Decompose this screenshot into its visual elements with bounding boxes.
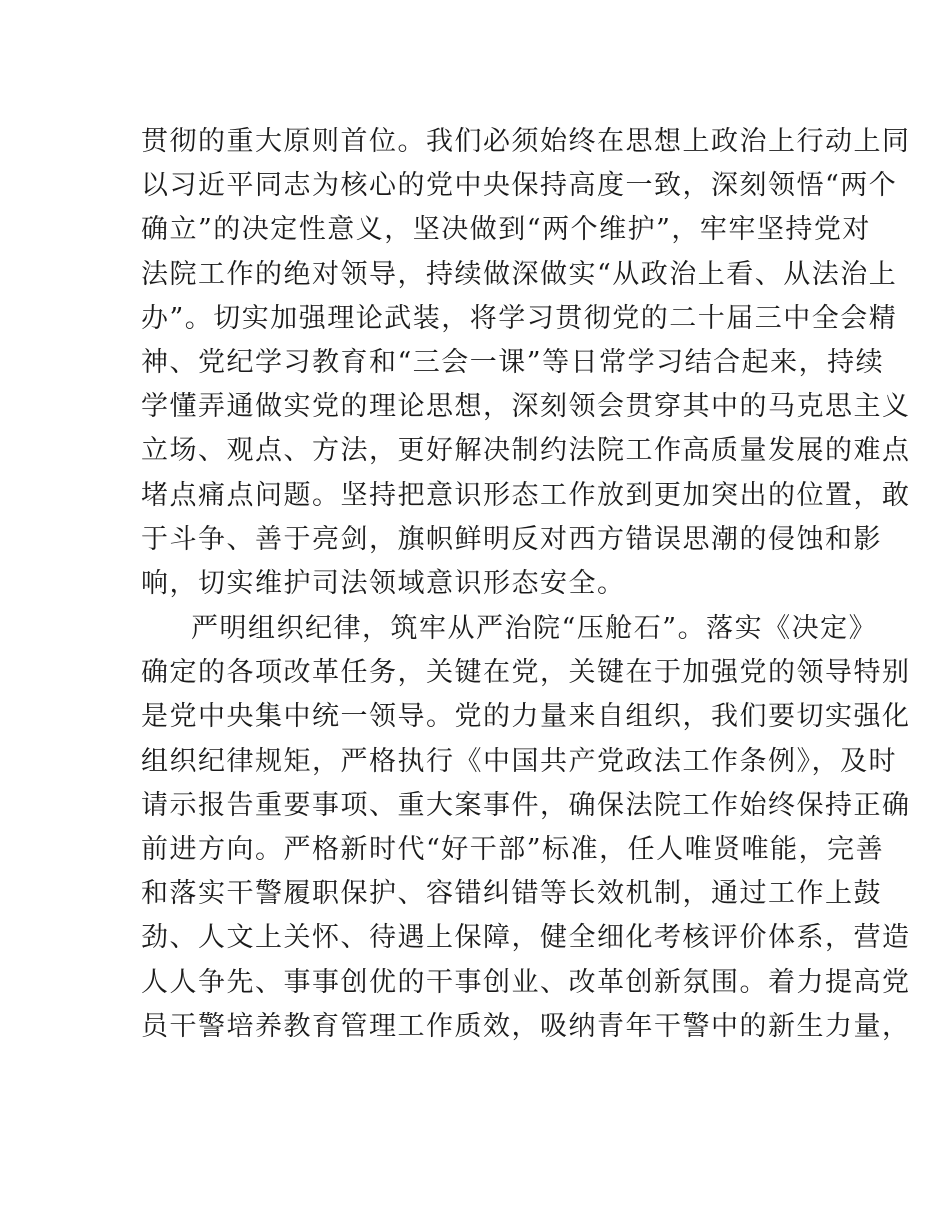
text-line: 请示报告重要事项、重大案事件，确保法院工作始终保持正确 [141,789,911,821]
text-line: 堵点痛点问题。坚持把意识形态工作放到更加突出的位置，敢 [141,479,911,511]
text-line: 贯彻的重大原则首位。我们必须始终在思想上政治上行动上同 [141,126,911,157]
paragraph-2 [141,607,911,1049]
text-line: 办”。切实加强理论武装，将学习贯彻党的二十届三中全会精 [141,302,898,334]
text-line: 法院工作的绝对领导，持续做深做实“从政治上看、从法治上 [141,258,898,290]
text-line: 员干警培养教育管理工作质效，吸纳青年干警中的新生力量， [141,1010,911,1042]
text-line: 劲、人文上关怀、待遇上保障，健全细化考核评价体系，营造 [141,922,911,954]
text-line: 确立”的决定性意义，坚决做到“两个维护”，牢牢坚持党对 [141,214,871,246]
text-line: 响，切实维护司法领域意识形态安全。 [141,567,626,599]
text-line: 组织纪律规矩，严格执行《中国共产党政法工作条例》，及时 [141,745,897,777]
text-line: 和落实干警履职保护、容错纠错等长效机制，通过工作上鼓 [141,878,882,910]
text-line: 严明组织纪律，筑牢从严治院“压舱石”。落实《决定》 [191,613,878,644]
paragraph-1 [141,120,911,606]
text-line: 人人争先、事事创优的干事创业、改革创新氛围。着力提高党 [141,966,911,998]
text-line: 确定的各项改革任务，关键在党，关键在于加强党的领导特别 [141,657,911,689]
text-line: 是党中央集中统一领导。党的力量来自组织，我们要切实强化 [141,701,911,733]
text-line: 于斗争、善于亮剑，旗帜鲜明反对西方错误思潮的侵蚀和影 [141,523,882,555]
text-line: 神、党纪学习教育和“三会一课”等日常学习结合起来，持续 [141,346,885,378]
text-line: 立场、观点、方法，更好解决制约法院工作高质量发展的难点 [141,435,911,467]
text-line: 学懂弄通做实党的理论思想，深刻领会贯穿其中的马克思主义 [141,391,911,423]
text-line: 以习近平同志为核心的党中央保持高度一致，深刻领悟“两个 [141,170,898,202]
text-line: 前进方向。严格新时代“好干部”标准，任人唯贤唯能，完善 [141,833,885,865]
